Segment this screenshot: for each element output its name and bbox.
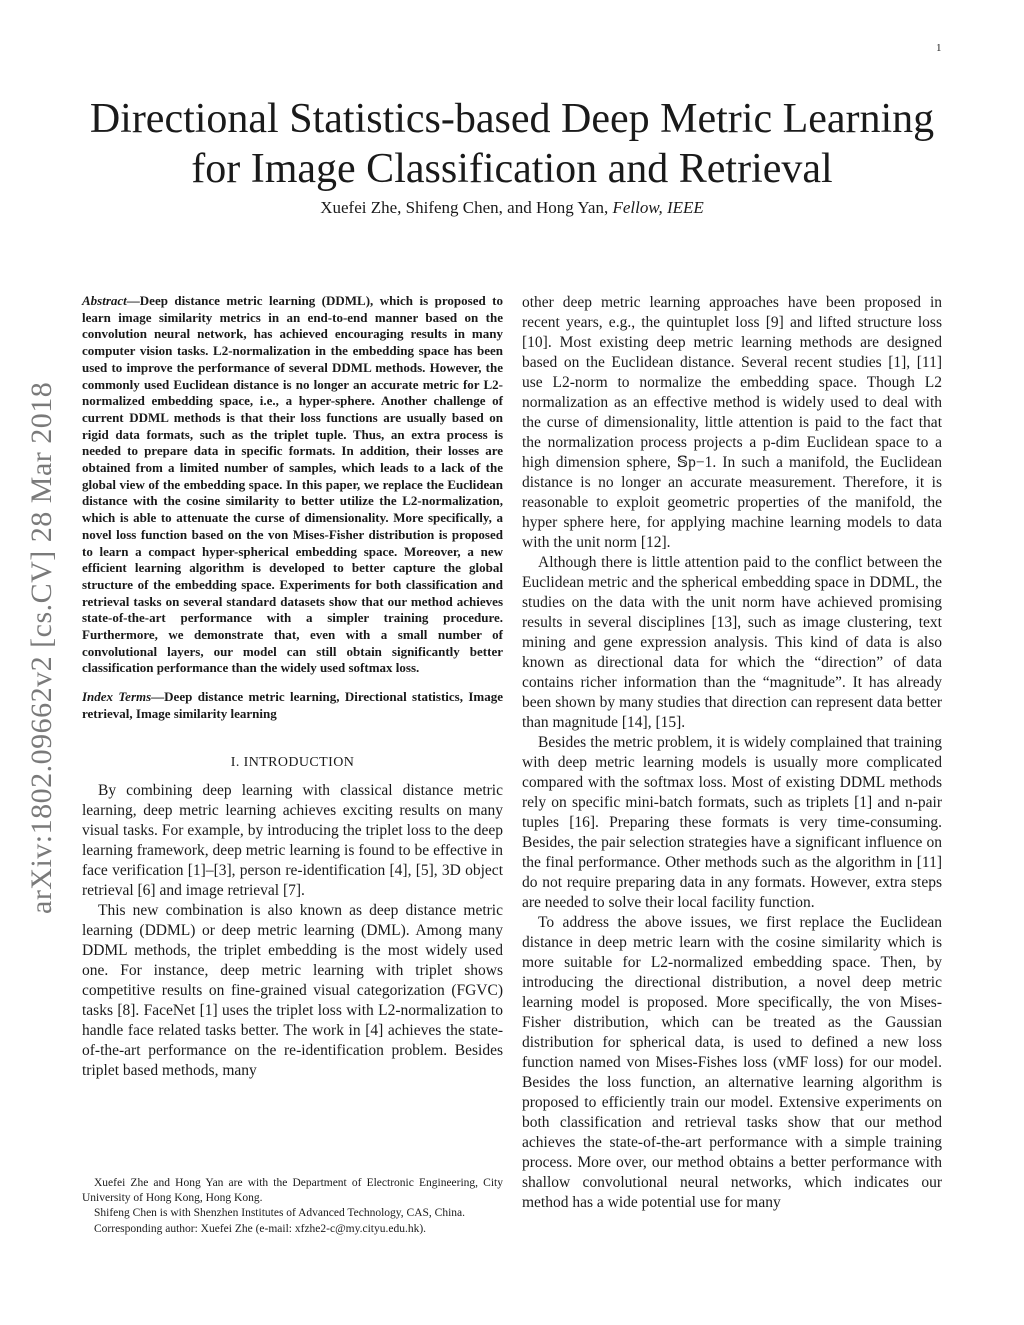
author-names: Xuefei Zhe, Shifeng Chen, and Hong Yan, bbox=[320, 198, 613, 217]
footnote: Shifeng Chen is with Shenzhen Institutes of Advanced Technology, CAS, China. bbox=[94, 1207, 465, 1219]
title-line-2: for Image Classification and Retrieval bbox=[191, 146, 833, 192]
index-terms-label: Index Terms bbox=[82, 689, 152, 705]
right-column bbox=[522, 293, 942, 1213]
abstract-label: Abstract bbox=[82, 293, 127, 308]
paper-title bbox=[80, 94, 944, 194]
abstract-text: —Deep distance metric learning (DDML), which is proposed to learn image similarity metrics in an end-to-end manner based on the convolution neural network, has achieved encouraging results in many computer vision tasks. L2-normalization in the embedding space has been used to improve the performance of several DDML methods. However, the commonly used Euclidean distance is no longer an accurate metric for L2-normalized embedding space, i.e., a hyper-sphere. Another challenge of current DDML methods is that their loss functions are usually based on rigid data formats, such as the triplet tuple. Thus, an extra process is needed to prepare data in specific formats. In addition, their losses are obtained from a limited number of samples, which leads to a lack of the global view of the embedding space. In this paper, we replace the Euclidean distance with the cosine similarity to better utilize the L2-normalization, which is able to attenuate the curse of dimensionality. More specifically, a novel loss function based on the von Mises-Fisher distribution is proposed to learn a compact hyper-spherical embedding space. Moreover, a new efficient learning algorithm is developed to better capture the global structure of the embedding space. Experiments for both classification and retrieval tasks on several standard datasets show that our method achieves state-of-the-art performance with a simpler training procedure. Furthermore, we demonstrate that, even with a small number of convolutional layers, our model can still obtain significantly better classification performance than the widely used softmax loss. bbox=[82, 293, 503, 676]
index-terms bbox=[82, 689, 503, 722]
title-line-1: Directional Statistics-based Deep Metric Learning bbox=[89, 96, 935, 142]
intro-paragraph: This new combination is also known as deep distance metric learning (DDML) or deep metric learning (DML). Among many DDML methods, the triplet embedding is the most widely used one. For instance, deep metric learning with triplet shows competitive results on fine-grained visual categorization (FGVC) tasks [8]. FaceNet [1] uses the triplet loss with L2-normalization to handle face related tasks better. The work in [4] achieves the state-of-the-art performance on the re-identification problem. Besides triplet based methods, many bbox=[82, 901, 503, 1079]
index-terms-text: —Deep distance metric learning, Directional statistics, Image retrieval, Image similarity learning bbox=[82, 689, 503, 721]
abstract bbox=[82, 293, 503, 677]
intro-paragraph: To address the above issues, we first replace the Euclidean distance in deep metric learn with the cosine similarity which is more suitable for L2-normalized embedding space. Then, by introducing the directional distribution, a novel deep metric learning model is proposed. More specifically, the von Mises-Fisher distribution, which can be treated as the Gaussian distribution for spherical data, is used to defined a new loss function named von Mises-Fishes loss (vMF loss) for our model. Besides the loss function, an alternative learning algorithm is proposed to efficiently train our model. Extensive experiments on both classification and retrieval tasks show that our method achieves the state-of-the-art performance with a simple training process. More over, our method obtains a better performance with shallow convolutional neural networks, which indicates our method has a wide potential use for many bbox=[522, 914, 942, 1211]
section-heading-introduction: I. INTRODUCTION bbox=[230, 754, 355, 770]
footnotes bbox=[82, 1176, 503, 1236]
intro-paragraph: other deep metric learning approaches have been proposed in recent years, e.g., the quintuplet loss [9] and lifted structure loss [10]. Most existing deep metric learning methods are designed based on the Euclidean distance. Several recent studies [1], [11] use L2-norm to normalize the embedding space. Though L2 normalization as an effective method is widely used to deal with the curse of dimensionality, little attention is paid to the fact that the normalization process projects a p-dim Euclidean space to a high dimension sphere, 𝕊p−1. In such a manifold, the Euclidean distance is no longer an accurate measurement. Therefore, it is reasonable to exploit geometric properties of the manifold, the hyper sphere here, for applying machine learning models to data with the unit norm [12]. bbox=[522, 294, 942, 551]
arxiv-stamp: arXiv:1802.09662v2 [cs.CV] 28 Mar 2018 bbox=[25, 381, 58, 915]
intro-paragraph: By combining deep learning with classical distance metric learning, deep metric learning achieves exciting results on many visual tasks. For example, by introducing the triplet loss to the deep learning framework, deep metric learning is found to be effective in face verification [1]–[3], person re-identification [4], [5], 3D object retrieval [6] and image retrieval [7]. bbox=[82, 781, 503, 899]
intro-paragraph: Besides the metric problem, it is widely complained that training with deep metric learning models is usually more complicated compared with the softmax loss. Most of existing DDML methods rely on specific mini-batch formats, such as triplets [1] and n-pair tuples [16]. Preparing these formats is very time-consuming. Besides, the pair selection strategies have a significant influence on the final performance. Other methods such as the algorithm in [11] do not require preparing data in any formats. However, extra steps are needed to solve their local facility function. bbox=[522, 734, 942, 911]
left-column bbox=[82, 293, 503, 1081]
intro-paragraph: Although there is little attention paid to the conflict between the Euclidean metric and the spherical embedding space in DDML, the studies on the data with the unit norm have achieved promising results in several disciplines [13], such as image clustering, text mining and gene expression analysis. This kind of data is also known as directional data for which the “direction” of data contains richer information than the “magnitude”. It has already been shown by many studies that direction can represent data better than magnitude [14], [15]. bbox=[522, 554, 942, 731]
page-number: 1 bbox=[936, 42, 942, 54]
author-list bbox=[80, 198, 944, 218]
footnote: Xuefei Zhe and Hong Yan are with the Department of Electronic Engineering, City University of Hong Kong, Hong Kong. bbox=[82, 1177, 503, 1204]
footnote: Corresponding author: Xuefei Zhe (e-mail: xfzhe2-c@my.cityu.edu.hk). bbox=[94, 1222, 427, 1235]
author-affiliation-title: Fellow, IEEE bbox=[612, 198, 704, 217]
